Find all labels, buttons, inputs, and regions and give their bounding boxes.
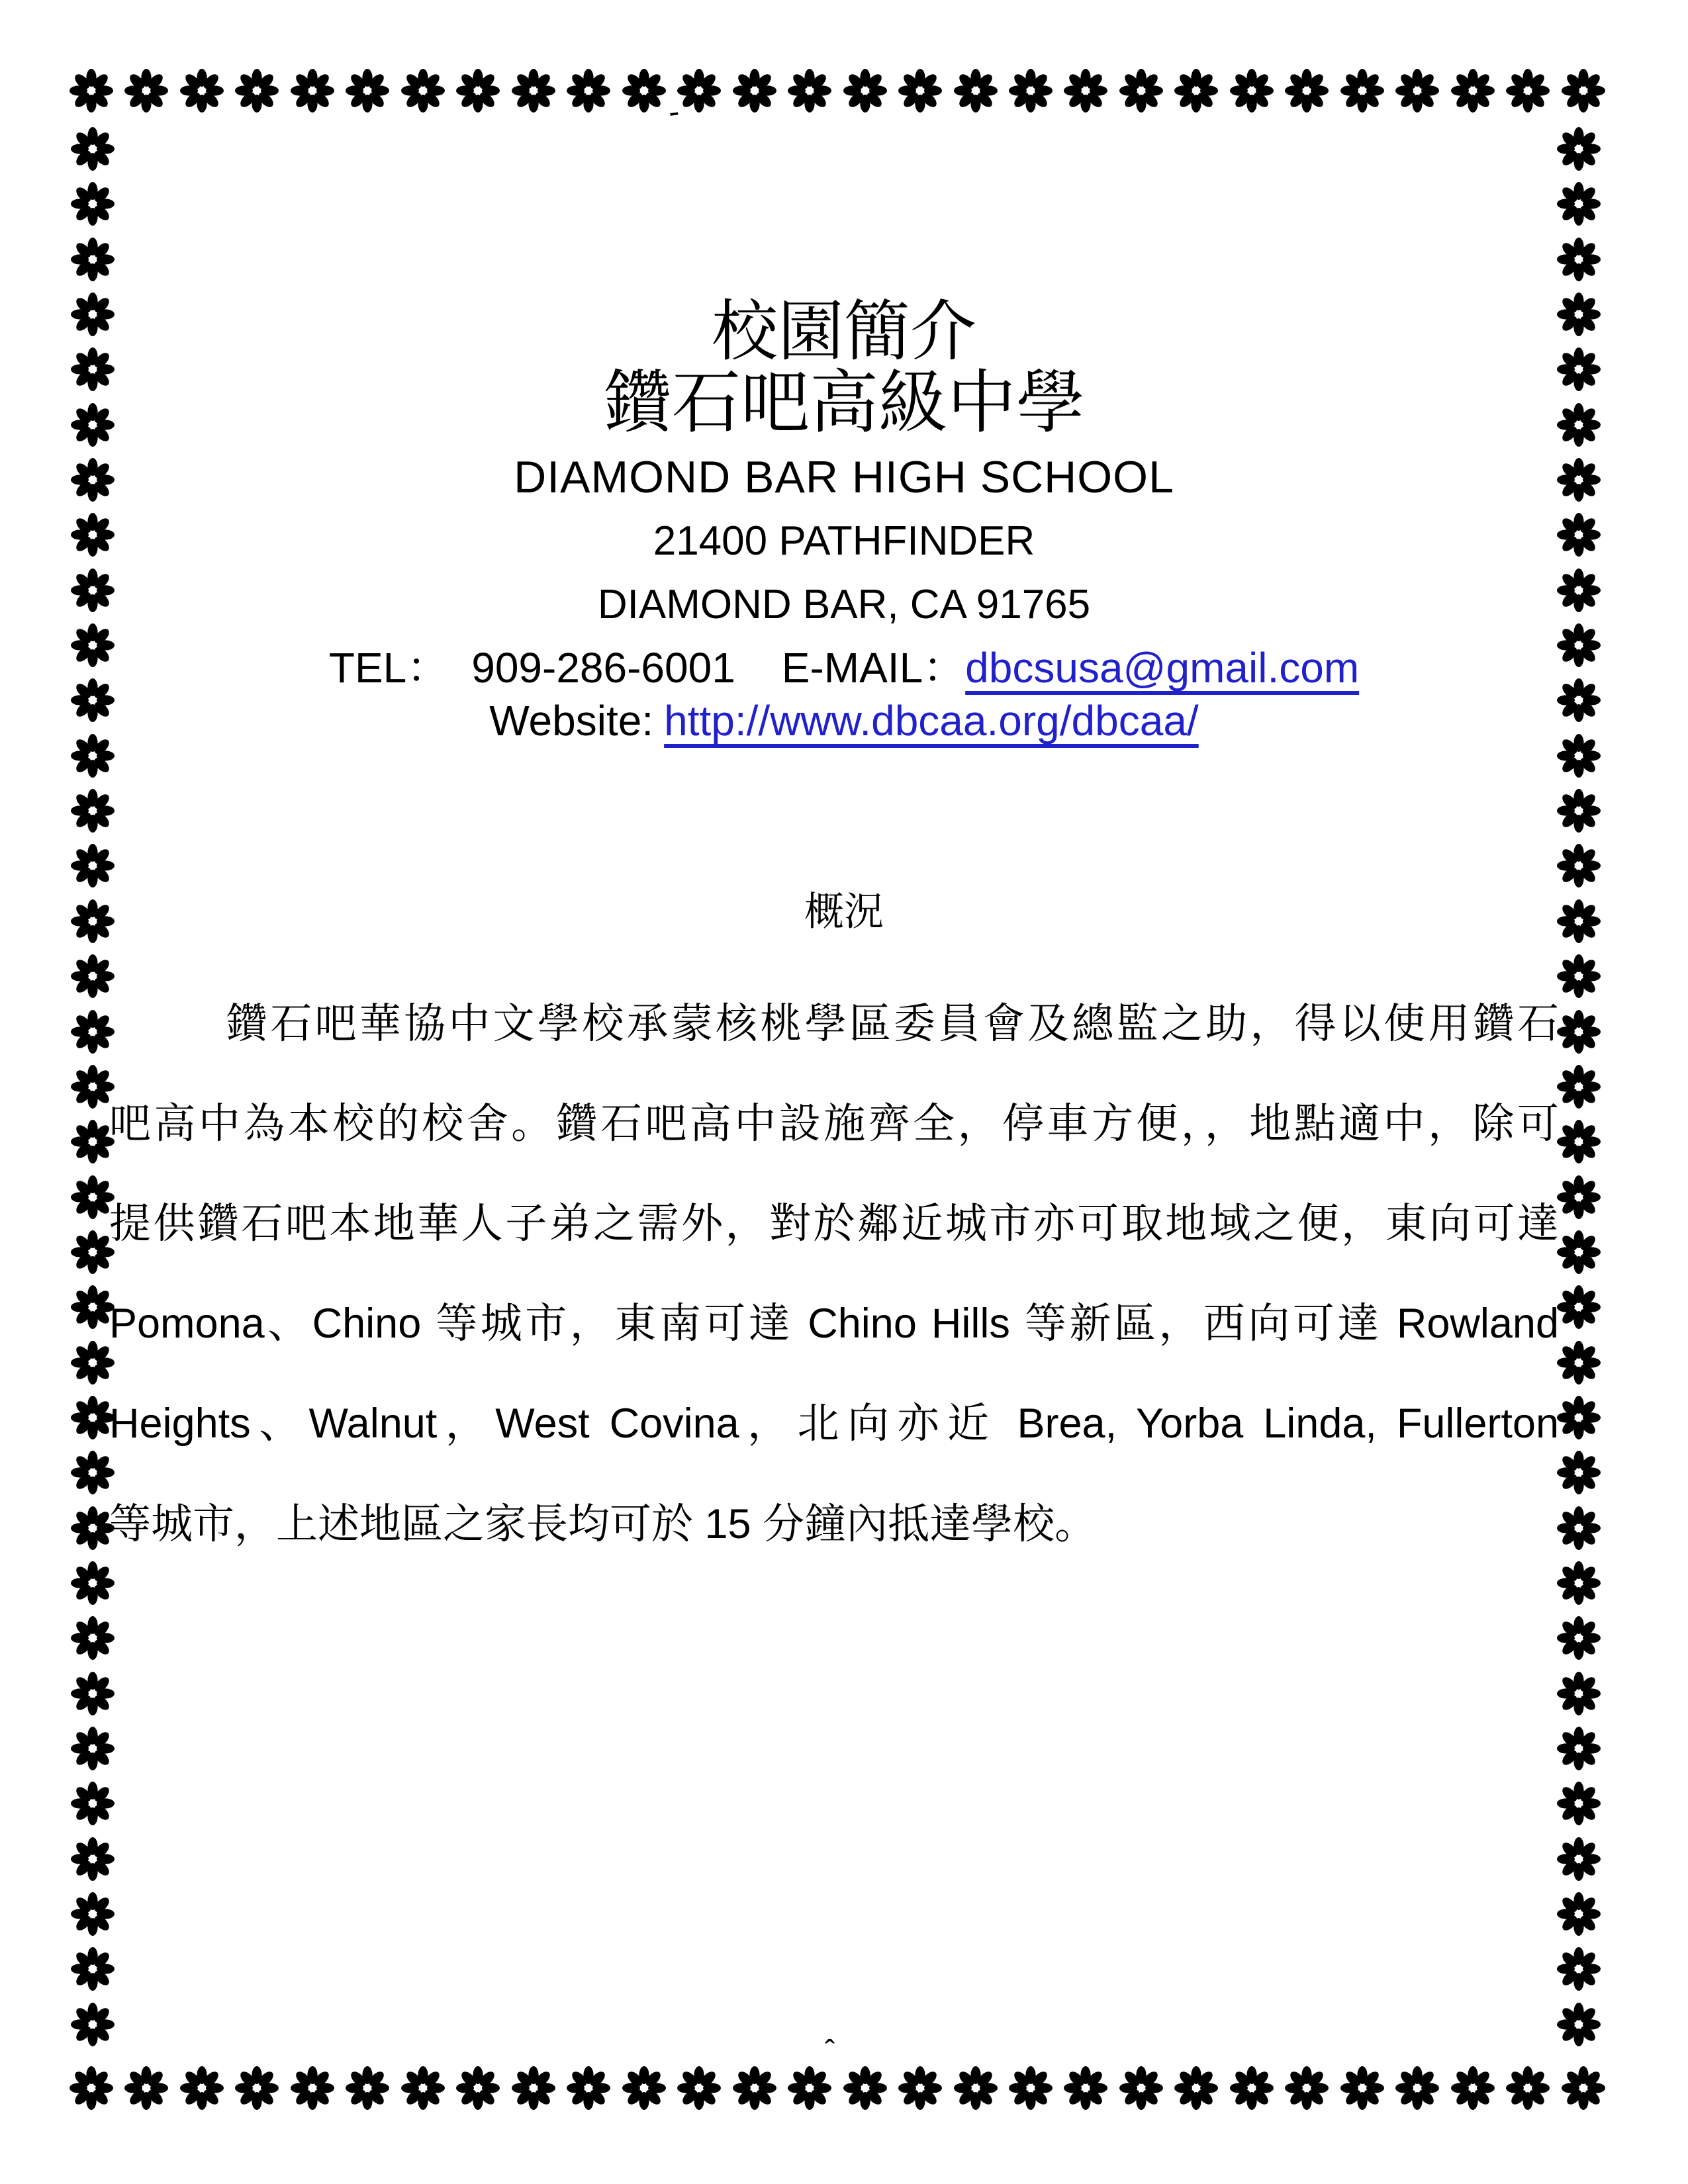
paragraph-line: 提供鑽石吧本地華人子弟之需外，對於鄰近城市亦可取地域之便，東向可達	[109, 1201, 1559, 1247]
flower-asterisk-icon	[180, 69, 224, 113]
flower-asterisk-icon	[1119, 69, 1163, 113]
flower-asterisk-icon	[1340, 69, 1384, 113]
flower-asterisk-icon	[1557, 954, 1601, 998]
flower-asterisk-icon	[1285, 2066, 1329, 2110]
flower-asterisk-icon	[1557, 1837, 1601, 1881]
flower-asterisk-icon	[71, 1065, 115, 1109]
flower-asterisk-icon	[291, 69, 334, 113]
flower-asterisk-icon	[1174, 69, 1218, 113]
flower-asterisk-icon	[622, 69, 666, 113]
flower-asterisk-icon	[71, 2003, 115, 2046]
flower-asterisk-icon	[843, 2066, 887, 2110]
flower-asterisk-icon	[1557, 1396, 1601, 1439]
flower-asterisk-icon	[1557, 1672, 1601, 1715]
tel-label: TEL：	[328, 644, 449, 692]
flower-asterisk-icon	[71, 954, 115, 998]
flower-asterisk-icon	[71, 1672, 115, 1715]
flower-asterisk-icon	[898, 69, 942, 113]
flower-asterisk-icon	[788, 69, 831, 113]
flower-asterisk-icon	[1506, 69, 1550, 113]
school-name-en: DIAMOND BAR HIGH SCHOOL	[514, 452, 1174, 502]
flower-asterisk-icon	[346, 2066, 389, 2110]
flower-asterisk-icon	[1451, 69, 1495, 113]
flower-asterisk-icon	[291, 2066, 334, 2110]
flower-asterisk-icon	[71, 1782, 115, 1825]
flower-asterisk-icon	[71, 1120, 115, 1163]
section-heading-overview: 概況	[804, 889, 884, 934]
flower-asterisk-icon	[71, 1230, 115, 1274]
flower-asterisk-icon	[1557, 1561, 1601, 1605]
stray-mark-bottom: ˆ	[825, 2034, 835, 2068]
flower-asterisk-icon	[71, 182, 115, 226]
flower-asterisk-icon	[235, 2066, 279, 2110]
page-border-bottom	[70, 2066, 1605, 2110]
flower-asterisk-icon	[124, 2066, 168, 2110]
flower-asterisk-icon	[70, 2066, 113, 2110]
flower-asterisk-icon	[898, 2066, 942, 2110]
website-label: Website:	[489, 697, 654, 745]
flower-asterisk-icon	[733, 69, 776, 113]
flower-asterisk-icon	[1064, 2066, 1107, 2110]
paragraph-line: 鑽石吧華協中文學校承蒙核桃學區委員會及總監之助，得以使用鑽石	[226, 1001, 1559, 1047]
flower-asterisk-icon	[677, 69, 721, 113]
flower-asterisk-icon	[1064, 69, 1107, 113]
flower-asterisk-icon	[1557, 789, 1601, 833]
flower-asterisk-icon	[71, 1451, 115, 1494]
school-title-zh: 鑽石吧高級中學	[602, 365, 1085, 441]
flower-asterisk-icon	[1562, 69, 1605, 113]
flower-asterisk-icon	[456, 69, 500, 113]
email-label: E-MAIL：	[781, 644, 966, 692]
flower-asterisk-icon	[677, 2066, 721, 2110]
flower-asterisk-icon	[788, 2066, 831, 2110]
page-title-zh: 校園簡介	[712, 295, 976, 369]
flower-asterisk-icon	[1557, 1230, 1601, 1274]
flower-asterisk-icon	[124, 69, 168, 113]
flower-asterisk-icon	[1285, 69, 1329, 113]
flower-asterisk-icon	[1557, 1451, 1601, 1494]
flower-asterisk-icon	[1174, 2066, 1218, 2110]
flower-asterisk-icon	[954, 69, 998, 113]
flower-asterisk-icon	[1557, 1892, 1601, 1936]
flower-asterisk-icon	[401, 69, 445, 113]
flower-asterisk-icon	[1230, 2066, 1274, 2110]
flower-asterisk-icon	[1557, 1341, 1601, 1385]
website-line	[0, 696, 1688, 745]
flower-asterisk-icon	[1557, 1727, 1601, 1770]
flower-asterisk-icon	[954, 2066, 998, 2110]
flower-asterisk-icon	[1557, 1506, 1601, 1550]
flower-asterisk-icon	[71, 1616, 115, 1660]
flower-asterisk-icon	[1557, 1947, 1601, 1991]
flower-asterisk-icon	[843, 69, 887, 113]
flower-asterisk-icon	[71, 1396, 115, 1439]
flower-asterisk-icon	[1119, 2066, 1163, 2110]
flower-asterisk-icon	[1557, 1285, 1601, 1329]
contact-line	[0, 634, 1688, 695]
flower-asterisk-icon	[71, 238, 115, 281]
flower-asterisk-icon	[1009, 2066, 1053, 2110]
flower-asterisk-icon	[512, 2066, 555, 2110]
flower-asterisk-icon	[71, 1506, 115, 1550]
flower-asterisk-icon	[1230, 69, 1274, 113]
flower-asterisk-icon	[235, 69, 279, 113]
paragraph-line: Heights、Walnut，West Covina，北向亦近 Brea, Yorba Linda, Fullerton	[109, 1400, 1559, 1447]
flower-asterisk-icon	[1557, 1065, 1601, 1109]
flower-asterisk-icon	[1557, 182, 1601, 226]
flower-asterisk-icon	[71, 1285, 115, 1329]
flower-asterisk-icon	[1557, 1616, 1601, 1660]
flower-asterisk-icon	[71, 1561, 115, 1605]
flower-asterisk-icon	[346, 69, 389, 113]
flower-asterisk-icon	[71, 1947, 115, 1991]
flower-asterisk-icon	[456, 2066, 500, 2110]
flower-asterisk-icon	[1557, 127, 1601, 171]
flower-asterisk-icon	[71, 1010, 115, 1054]
paragraph-line: 等城市，上述地區之家長均可於 15 分鐘內抵達學校。	[109, 1501, 1097, 1547]
flower-asterisk-icon	[1557, 238, 1601, 281]
flower-asterisk-icon	[1506, 2066, 1550, 2110]
flower-asterisk-icon	[1009, 69, 1053, 113]
paragraph-line: 吧高中為本校的校舍。鑽石吧高中設施齊全，停車方便，，地點適中，除可	[109, 1101, 1559, 1147]
flower-asterisk-icon	[1340, 2066, 1384, 2110]
flower-asterisk-icon	[1557, 1782, 1601, 1825]
flower-asterisk-icon	[71, 1341, 115, 1385]
paragraph-line: Pomona、Chino 等城市，東南可達 Chino Hills 等新區，西向可達 Rowland	[109, 1300, 1559, 1347]
address-street: 21400 PATHFINDER	[653, 518, 1035, 564]
flower-asterisk-icon	[1395, 69, 1439, 113]
email-link[interactable]: dbcsusa@gmail.com	[965, 644, 1360, 692]
flower-asterisk-icon	[71, 1837, 115, 1881]
flower-asterisk-icon	[1562, 2066, 1605, 2110]
address-city: DIAMOND BAR, CA 91765	[597, 582, 1091, 627]
flower-asterisk-icon	[401, 2066, 445, 2110]
flower-asterisk-icon	[1395, 2066, 1439, 2110]
flower-asterisk-icon	[1557, 1010, 1601, 1054]
flower-asterisk-icon	[71, 1892, 115, 1936]
flower-asterisk-icon	[1451, 2066, 1495, 2110]
flower-asterisk-icon	[733, 2066, 776, 2110]
tel-number: 909-286-6001	[471, 644, 735, 692]
flower-asterisk-icon	[1557, 2003, 1601, 2046]
flower-asterisk-icon	[70, 69, 113, 113]
flower-asterisk-icon	[1557, 1120, 1601, 1163]
flower-asterisk-icon	[180, 2066, 224, 2110]
flower-asterisk-icon	[71, 789, 115, 833]
flower-asterisk-icon	[71, 127, 115, 171]
page-border-top	[70, 69, 1605, 113]
flower-asterisk-icon	[71, 1727, 115, 1770]
flower-asterisk-icon	[1557, 1175, 1601, 1219]
flower-asterisk-icon	[622, 2066, 666, 2110]
flower-asterisk-icon	[567, 2066, 610, 2110]
flower-asterisk-icon	[512, 69, 555, 113]
flower-asterisk-icon	[567, 69, 610, 113]
stray-mark-top: ‐	[666, 94, 682, 130]
flower-asterisk-icon	[71, 1175, 115, 1219]
website-link[interactable]: http://www.dbcaa.org/dbcaa/	[664, 697, 1199, 745]
